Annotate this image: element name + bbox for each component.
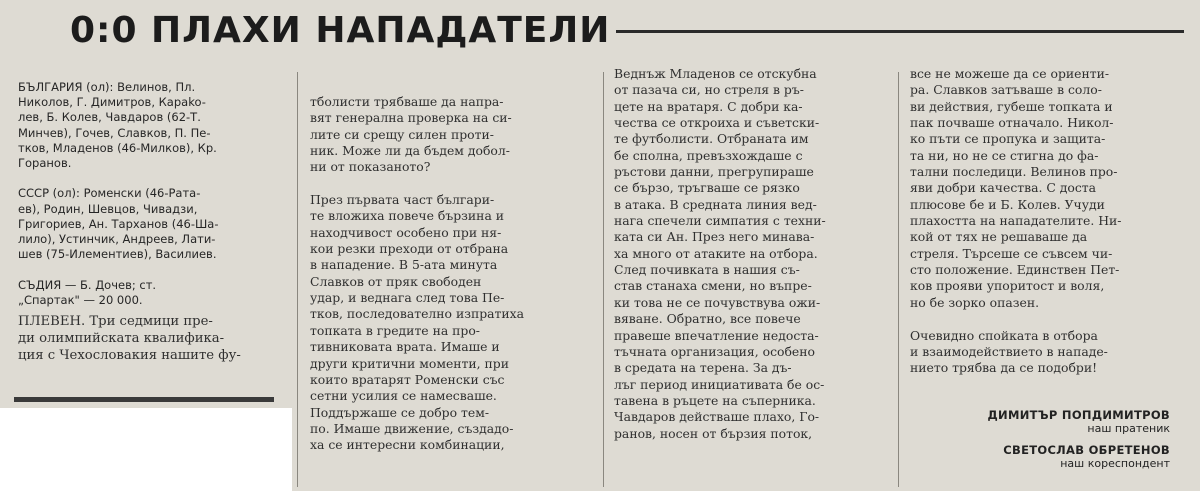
text-line: тивниковата врата. Имаше и — [310, 339, 500, 355]
article-column-2 — [310, 94, 524, 454]
blank-area — [0, 408, 292, 491]
author-name: СВЕТОСЛАВ ОБРЕТЕНОВ — [1003, 443, 1170, 457]
text-line: стреля. Търсеше се съвсем чи- — [910, 245, 1113, 261]
text-line: нието трябва да се подобри! — [910, 360, 1098, 376]
text-line: След почивката в нашия съ- — [614, 262, 800, 278]
text-line: лило), Устинчик, Андреев, Лати- — [18, 232, 216, 247]
text-line: сетни усилия се намесваше. — [310, 388, 497, 404]
text-line: БЪЛГАРИЯ (ол): Велинов, Пл. — [18, 80, 196, 94]
text-line: топката в гредите на про- — [310, 322, 480, 338]
article-column-3 — [614, 66, 826, 442]
text-line: кои резки преходи от отбрана — [310, 241, 509, 257]
text-line: по. Имаше движение, създадо- — [310, 420, 514, 436]
author-role: наш кореспондент — [1060, 457, 1170, 470]
text-line: от пазача си, но стреля в ръ- — [614, 82, 804, 98]
text-line: ни от показаното? — [310, 159, 431, 175]
text-line: сто положение. Единствен Пет- — [910, 262, 1120, 278]
text-line: лъг период инициативата бе ос- — [614, 376, 825, 392]
text-line: ди олимпийската квалифика- — [18, 331, 225, 346]
text-line: удар, и веднага след това Пе- — [310, 290, 505, 306]
top-rule — [616, 30, 1184, 33]
column-end-rule — [14, 397, 274, 402]
text-line: ра. Славков затъваше в соло- — [910, 82, 1102, 98]
text-line — [310, 176, 524, 192]
text-line: все не можеше да се ориенти- — [910, 66, 1110, 81]
column-divider — [297, 72, 298, 487]
text-line: Поддържаше се добро тем- — [310, 404, 490, 420]
text-line: Веднъж Младенов се отскубна — [614, 66, 817, 81]
text-line: ката си Ан. През него минава- — [614, 229, 815, 245]
text-line: които вратарят Роменски със — [310, 371, 505, 387]
text-line: плюсове бе и Б. Колев. Учуди — [910, 196, 1105, 212]
text-line: тболисти трябваше да напра- — [310, 94, 504, 109]
text-line: ръстови данни, прегрупираше — [614, 164, 814, 180]
article-column-4 — [910, 66, 1121, 377]
signature-1 — [988, 408, 1171, 435]
text-line: ха се интересни комбинации, — [310, 437, 505, 453]
text-line: ки това не се почувствува ожи- — [614, 294, 821, 310]
text-line: в нападение. В 5-ата минута — [310, 257, 498, 273]
text-line: ник. Може ли да бъдем добол- — [310, 143, 510, 159]
text-line — [18, 262, 218, 277]
text-line: вяване. Обратно, все повече — [614, 311, 801, 327]
text-line: цете на вратаря. С добри ка- — [614, 98, 803, 114]
text-line: Григориев, Ан. Тарханов (46-Ша- — [18, 216, 219, 231]
text-line: През първата част българи- — [310, 192, 495, 208]
text-line — [18, 171, 218, 186]
text-line: яви добри качества. С доста — [910, 180, 1097, 196]
text-line: бе сполна, превъзхождаше с — [614, 147, 803, 163]
text-line: ха много от атаките на отбора. — [614, 245, 818, 261]
text-line: ев), Родин, Шевцов, Чивадзи, — [18, 201, 198, 216]
text-line: тални последици. Велинов про- — [910, 164, 1118, 180]
text-line: Минчев), Гочев, Славков, П. Пе- — [18, 125, 211, 140]
text-line: Николов, Г. Димитров, Караko- — [18, 95, 206, 110]
text-line: тков, Младенов (46-Милков), Кр. — [18, 140, 217, 155]
text-line: те вложиха повече бързина и — [310, 208, 505, 224]
text-line: правеше впечатление недоста- — [614, 327, 819, 343]
text-line: лите си срещу силен проти- — [310, 126, 494, 142]
text-line: тъчната организация, особено — [614, 343, 815, 359]
text-line: в средата на терена. За дъ- — [614, 360, 792, 376]
text-line: други критични моменти, при — [310, 355, 510, 371]
signature-2 — [1003, 443, 1170, 470]
text-line: ПЛЕВЕН. Три седмици пре- — [18, 314, 213, 329]
text-line: тков, последователно изпратиха — [310, 306, 525, 322]
text-line: та ни, но не се стигна до фа- — [910, 147, 1099, 163]
text-line — [910, 311, 1121, 327]
text-line: шев (75-Илементиев), Василиев. — [18, 247, 217, 262]
text-line: ков прояви упоритост и воля, — [910, 278, 1105, 294]
text-line: став станаха смени, но въпре- — [614, 278, 812, 294]
text-line: чества се откроиха и съветски- — [614, 115, 820, 131]
text-line: вят генерална проверка на си- — [310, 110, 512, 126]
text-line: ви действия, губеше топката и — [910, 98, 1113, 114]
text-line: те футболисти. Отбраната им — [614, 131, 809, 147]
text-line: СЪДИЯ — Б. Дочев; ст. — [18, 277, 157, 292]
text-line: ранов, носен от бързия поток, — [614, 425, 813, 441]
author-role: наш пратеник — [1087, 422, 1170, 435]
text-line: ция с Чехословакия нашите фу- — [18, 348, 241, 363]
text-line: ко пъти се пропука и защита- — [910, 131, 1106, 147]
lineups-block — [18, 80, 218, 308]
author-name: ДИМИТЪР ПОПДИМИТРОВ — [987, 408, 1170, 422]
text-line: кой от тях не решаваше да — [910, 229, 1088, 245]
text-line: се бързо, тръгваше се рязко — [614, 180, 800, 196]
text-line: „Спартак" — 20 000. — [18, 292, 143, 307]
column-divider — [603, 72, 604, 487]
headline: 0:0 ПЛАХИ НАПАДАТЕЛИ — [70, 10, 611, 51]
text-line: но бе зорко опазен. — [910, 294, 1040, 310]
text-line: плахостта на нападателите. Ни- — [910, 213, 1122, 229]
text-line: нага спечели симпатия с техни- — [614, 213, 826, 229]
text-line: пак почваше отначало. Никол- — [910, 115, 1114, 131]
text-line: Чавдаров действаше плахо, Го- — [614, 409, 820, 425]
text-line: Очевидно спойката в отбора — [910, 327, 1098, 343]
text-line: находчивост особено при ня- — [310, 224, 502, 240]
text-line: лев, Б. Колев, Чавдаров (62-Т. — [18, 110, 201, 125]
text-line: в атака. В средната линия вед- — [614, 196, 817, 212]
text-line: и взаимодействието в нападе- — [910, 343, 1108, 359]
text-line: Горанов. — [18, 156, 72, 171]
text-line: СССР (ол): Роменски (46-Рата- — [18, 186, 201, 201]
article-column-1 — [18, 313, 241, 364]
column-divider — [898, 72, 899, 487]
text-line: тавена в ръцете на съперника. — [614, 392, 816, 408]
text-line: Славков от пряк свободен — [310, 273, 482, 289]
